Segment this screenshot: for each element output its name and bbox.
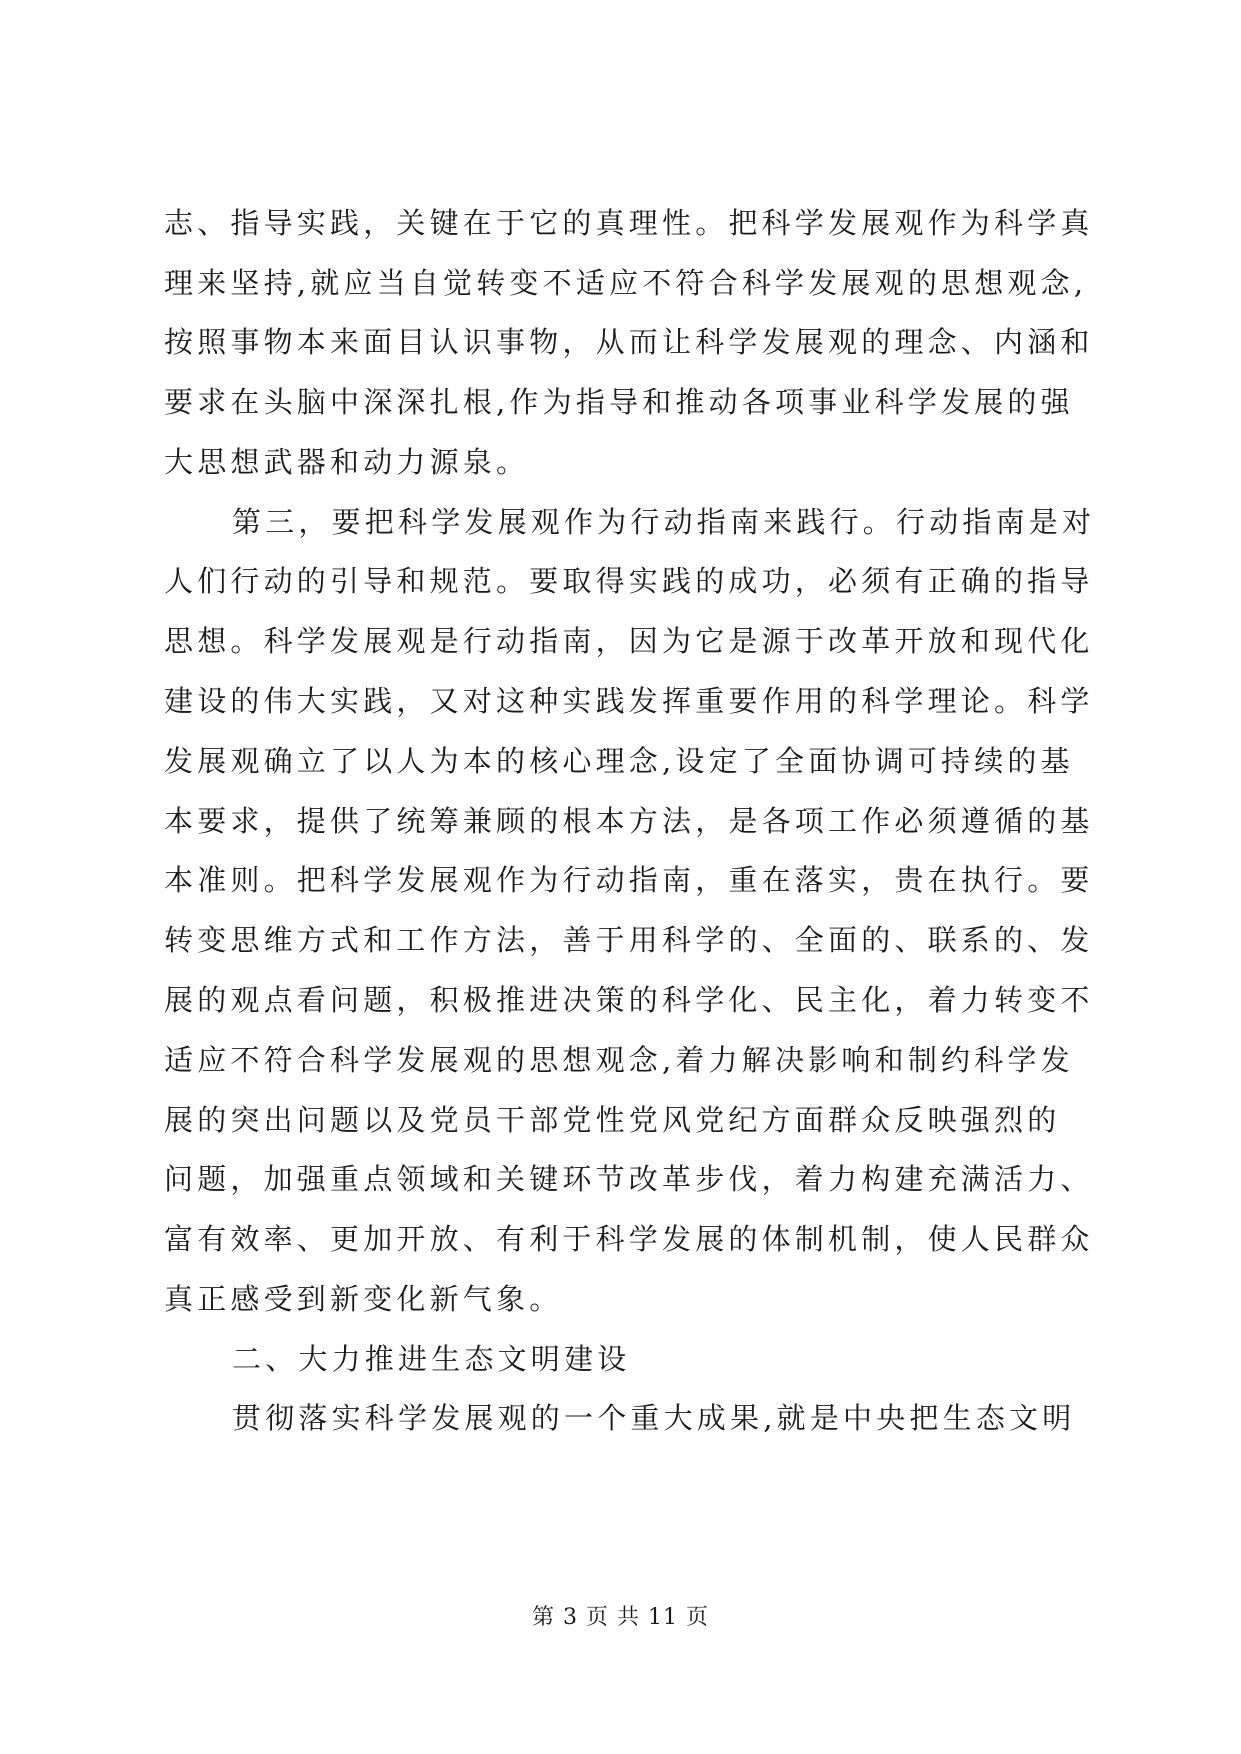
paragraph-first-line: 贯彻落实科学发展观的一个重大成果,就是中央把生态文明 [232,1401,1076,1435]
text-line: 富有效率、更加开放、有利于科学发展的体制机制，使人民群众 [164,1222,1094,1256]
text-line: 按照事物本来面目认识事物，从而让科学发展观的理念、内涵和 [164,325,1094,359]
text-line: 要求在头脑中深深扎根,作为指导和推动各项事业科学发展的强 [164,385,1074,419]
paragraph-first-line: 第三，要把科学发展观作为行动指南来践行。行动指南是对 [232,505,1096,539]
text-line: 思想。科学发展观是行动指南，因为它是源于改革开放和现代化 [164,624,1094,658]
text-line: 志、指导实践，关键在于它的真理性。把科学发展观作为科学真 [164,206,1094,240]
text-line: 本准则。把科学发展观作为行动指南，重在落实，贵在执行。要 [164,863,1094,897]
text-line: 展的观点看问题，积极推进决策的科学化、民主化，着力转变不 [164,983,1094,1017]
text-line: 建设的伟大实践，又对这种实践发挥重要作用的科学理论。科学 [164,684,1094,718]
text-line: 适应不符合科学发展观的思想观念,着力解决影响和制约科学发 [164,1043,1074,1077]
text-line: 转变思维方式和工作方法，善于用科学的、全面的、联系的、发 [164,923,1094,957]
text-line: 大思想武器和动力源泉。 [164,445,530,479]
text-line: 本要求，提供了统筹兼顾的根本方法，是各项工作必须遵循的基 [164,804,1094,838]
text-line: 问题，加强重点领域和关键环节改革步伐，着力构建充满活力、 [164,1162,1094,1196]
text-line: 理来坚持,就应当自觉转变不适应不符合科学发展观的思想观念, [164,266,1088,300]
text-line: 真正感受到新变化新气象。 [164,1282,563,1316]
text-line: 发展观确立了以人为本的核心理念,设定了全面协调可持续的基 [164,744,1074,778]
text-line: 展的突出问题以及党员干部党性党风党纪方面群众反映强烈的 [164,1103,1061,1137]
page-footer: 第 3 页 共 11 页 [532,1605,709,1630]
text-line: 人们行动的引导和规范。要取得实践的成功，必须有正确的指导 [164,564,1094,598]
section-heading: 二、大力推进生态文明建设 [232,1342,631,1376]
